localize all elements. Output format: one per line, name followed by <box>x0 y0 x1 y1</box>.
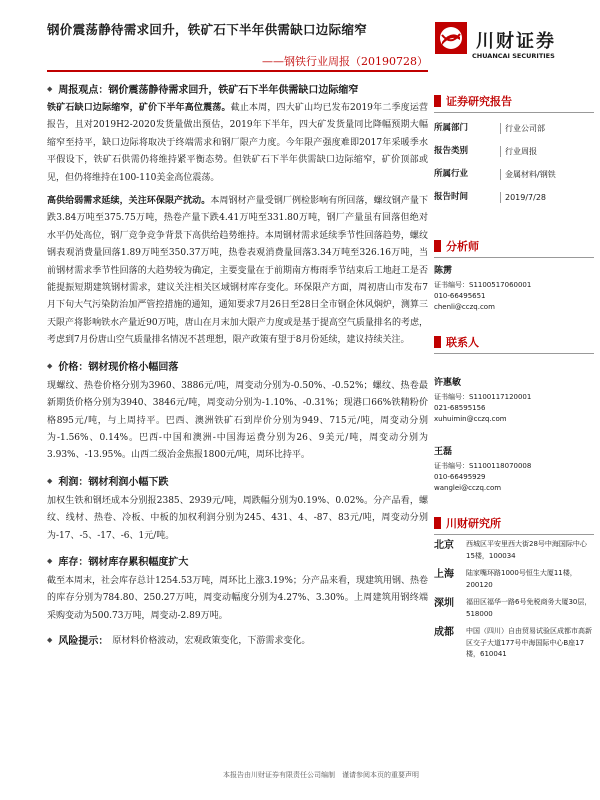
info-row <box>434 117 594 140</box>
company-logo <box>434 15 584 65</box>
sidebar-divider <box>434 534 594 535</box>
inventory-heading-text: 库存：钢材库存累积幅度扩大 <box>58 557 189 569</box>
analyst-heading-text: 分析师 <box>446 240 479 253</box>
diamond-bullet-icon: ◆ <box>47 361 53 371</box>
risk-line <box>47 631 428 647</box>
paragraph-lead: 铁矿石缺口边际缩窄，矿价下半年高位震荡。 <box>47 103 231 113</box>
diamond-bullet-icon: ◆ <box>47 556 53 566</box>
price-heading-text: 价格：钢材现价格小幅回落 <box>58 362 179 374</box>
paragraph-lead: 高供给弱需求延续，关注环保限产扰动。 <box>47 196 211 207</box>
info-key: 报告类别 <box>434 146 469 156</box>
contact-cert: 证书编号：S1100118070008 <box>434 462 532 470</box>
info-row <box>434 186 594 209</box>
info-value: 行业公司部 <box>500 123 545 134</box>
diamond-bullet-icon: ◆ <box>47 634 53 644</box>
logo-chinese-name: 川财证券 <box>476 31 556 52</box>
sidebar-divider <box>434 257 594 258</box>
office-item <box>434 597 594 620</box>
office-address: 陆家嘴环路1000号恒生大厦11楼，200120 <box>466 569 577 589</box>
chuancai-emblem-icon <box>434 21 468 55</box>
analyst-phone: 010-66495651 <box>434 292 486 300</box>
profit-heading <box>47 473 428 489</box>
office-item <box>434 539 594 562</box>
viewpoint-paragraph-2 <box>47 193 428 350</box>
info-value: 2019/7/28 <box>500 192 546 203</box>
analyst-cert: 证书编号：S1100517060001 <box>434 281 532 289</box>
paragraph-body: 截止本周，四大矿山均已发布2019年二季度运营报告，且对2019H2-2020发货量做出预估，2019年下半年，四大矿发货量同比降幅预期大幅缩窄至持平，缺口边际将取决于终端需求和钢厂限产力度。今年限产强度难即2017年采暖季水平假设下，铁矿石供需仍将维持紧平衡态势。但铁矿石下半年供需缺口边际缩窄，矿价顶部或见，但仍将维持在100-110美金高位震荡。 <box>47 103 428 183</box>
price-heading <box>47 358 428 374</box>
office-city: 深圳 <box>434 598 454 609</box>
paragraph-body: 本周钢材产量受钢厂例检影响有所回落，螺纹钢产量下跌3.84万吨至375.75万吨，热卷产量下跌4.41万吨至331.80万吨，钢厂产量虽有回落但绝对水平仍处高位，钢厂竞争竞争背景下高供给趋势维持。本周钢材需求延续季节性回落趋势，螺纹钢表观消费量回落1.89万吨至350.37万吨，热卷表观消费量回落3.34万吨至326.16万吨，当前钢材需求季节性回落的大趋势较为确定，主要变量在于前期南方梅雨季节结束后工地赶工是否能提振短期建筑钢材需求，建议关注相关区域钢材库存变化。环保限产方面，周初唐山市发布7月下旬大气污染防治加严管控措施的通知，通知要求7月26日至28日全市钢企休风焖炉，测算三天限产将影响铁水产量近90万吨，唐山在月末加大限产力度或是基于提高空气质量排名的考虑，考虑到7月份唐山空气质量排名情况不甚理想，限产政策有望于8月份延续，建议持续关注。 <box>47 196 428 346</box>
report-info-heading <box>434 92 594 110</box>
report-subtitle: ——钢铁行业周报（20190728） <box>262 55 428 68</box>
contacts-heading <box>434 333 594 351</box>
analyst-card <box>434 266 594 313</box>
office-address: 福田区福华一路6号免税商务大厦30层，518000 <box>466 598 592 618</box>
office-address: 西城区平安里西大街28号中海国际中心15楼，100034 <box>466 540 587 560</box>
info-row <box>434 140 594 163</box>
viewpoint-heading-text: 周报观点：钢价震荡静待需求回升，铁矿石下半年供需缺口边际缩窄 <box>58 84 359 96</box>
office-city: 上海 <box>434 569 454 580</box>
contact-email[interactable]: wanglei@cczq.com <box>434 484 502 492</box>
report-info-table <box>434 117 594 209</box>
analyst-name: 陈雳 <box>434 266 453 276</box>
office-city: 北京 <box>434 540 454 551</box>
contact-cert: 证书编号：S1100117120001 <box>434 393 532 401</box>
contact-name: 王磊 <box>434 447 453 457</box>
info-value: 行业周报 <box>500 146 537 157</box>
info-value: 金属材料/钢铁 <box>500 169 556 180</box>
profit-paragraph: 加权生铁和钢坯成本分别报2385、2939元/吨，周跌幅分别为0.19%、0.02%。分产品看，螺纹、线材、热卷、冷板、中板的加权利润分别为245、431、4、-87、83元/吨，周变动分别为-17、-5、-17、-6、1元/吨。 <box>47 495 428 541</box>
profit-heading-text: 利润：钢材利润小幅下跌 <box>58 477 169 489</box>
logo-english-name: CHUANCAI SECURITIES <box>472 52 555 60</box>
sidebar-divider <box>434 112 594 113</box>
contacts-heading-text: 联系人 <box>446 336 479 349</box>
info-key: 所属部门 <box>434 123 469 133</box>
red-block-icon <box>434 240 441 252</box>
contact-card <box>434 447 594 494</box>
institute-heading-text: 川财研究所 <box>446 517 501 530</box>
report-info-heading-text: 证券研究报告 <box>446 95 512 108</box>
main-content <box>47 80 428 651</box>
viewpoint-paragraph-1 <box>47 100 428 187</box>
diamond-bullet-icon: ◆ <box>47 83 53 93</box>
contact-phone: 021-68595156 <box>434 404 486 412</box>
office-address: 中国（四川）自由贸易试验区成都市高新区交子大道177号中海国际中心B座17楼，610041 <box>466 627 592 658</box>
red-block-icon <box>434 336 441 348</box>
info-key: 报告时间 <box>434 192 469 202</box>
diamond-bullet-icon: ◆ <box>47 476 53 486</box>
red-block-icon <box>434 95 441 107</box>
office-item <box>434 626 594 661</box>
viewpoint-heading <box>47 80 428 96</box>
contact-card <box>434 378 594 425</box>
office-list <box>434 539 594 661</box>
sidebar <box>434 80 594 661</box>
report-title: 钢价震荡静待需求回升，铁矿石下半年供需缺口边际缩窄 <box>47 22 368 37</box>
analyst-heading <box>434 237 594 255</box>
inventory-heading <box>47 553 428 569</box>
risk-heading-text: 风险提示： <box>58 635 109 647</box>
office-item <box>434 568 594 591</box>
page-footer: 本报告由川财证券有限责任公司编制 谨请参阅本页的重要声明 <box>223 771 419 779</box>
inventory-paragraph: 截至本周末，社会库存总计1254.53万吨，周环比上涨3.19%；分产品来看，现建筑用钢、热卷的库存分别为784.80、250.27万吨，周变动幅度分别为4.27%、3.30%。上周建筑用钢终端采购变动为500.73万吨，周变动-2.89万吨。 <box>47 575 428 621</box>
institute-heading <box>434 514 594 532</box>
info-key: 所属行业 <box>434 169 469 179</box>
contact-name: 许惠敏 <box>434 378 462 388</box>
price-paragraph: 现螺纹、热卷价格分别为3960、3886元/吨，周变动分别为-0.50%、-0.52%；螺纹、热卷最新期货价格分别为3940、3846元/吨，周变动分别为-1.10%、-0.31%；现港口66%铁精粉价格895元/吨，与上周持平。巴西、澳洲铁矿石到岸价分别为949、715元/吨，周变动分别为-1.56%、0.14%。巴西-中国和澳洲-中国海运费分别为26、9美元/吨，周变动分别为3.93%、-13.95%。山西二级冶金焦报1800元/吨，周环比持平。 <box>47 380 428 461</box>
sidebar-divider <box>434 353 594 354</box>
contact-phone: 010-66495929 <box>434 473 486 481</box>
red-block-icon <box>434 517 441 529</box>
header-divider <box>47 70 428 72</box>
info-row <box>434 163 594 186</box>
office-city: 成都 <box>434 627 454 638</box>
analyst-email[interactable]: chenli@cczq.com <box>434 303 495 311</box>
contact-email[interactable]: xuhuimin@cczq.com <box>434 415 507 423</box>
risk-body-text: 原材料价格波动，宏观政策变化，下游需求变化。 <box>112 635 311 646</box>
